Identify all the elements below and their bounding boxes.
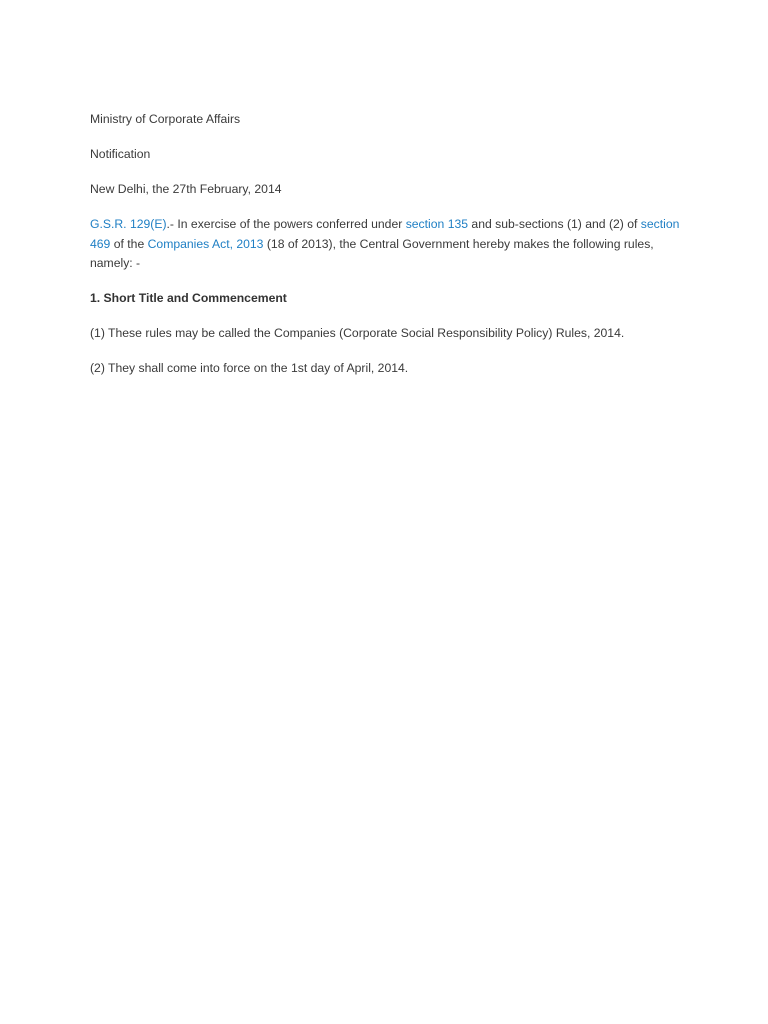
companies-act-link[interactable]: Companies Act, 2013 (147, 236, 264, 251)
intro-text-3: of the (110, 236, 148, 251)
intro-text-4: (18 of 2013), the Central Government hereby makes the following rules, namely: - (90, 236, 654, 271)
intro-text-1: .- In exercise of the powers conferred under (166, 216, 406, 231)
clause-1: (1) These rules may be called the Companies (Corporate Social Responsibility Policy) Rules, 2014. (90, 326, 625, 341)
place-date: New Delhi, the 27th February, 2014 (90, 181, 282, 196)
ministry-name: Ministry of Corporate Affairs (90, 112, 241, 126)
section-135-link[interactable]: section 135 (405, 216, 469, 231)
section-heading: 1. Short Title and Commencement (90, 291, 287, 306)
intro-paragraph (90, 215, 690, 274)
gsr-link[interactable]: G.S.R. 129(E) (90, 216, 167, 231)
intro-text-2: and sub-sections (1) and (2) of (468, 216, 641, 231)
document-body (90, 110, 690, 394)
clause-2: (2) They shall come into force on the 1st day of April, 2014. (90, 361, 409, 376)
notification-label: Notification (90, 146, 151, 161)
section-469-link[interactable]: section 469 (90, 216, 680, 251)
